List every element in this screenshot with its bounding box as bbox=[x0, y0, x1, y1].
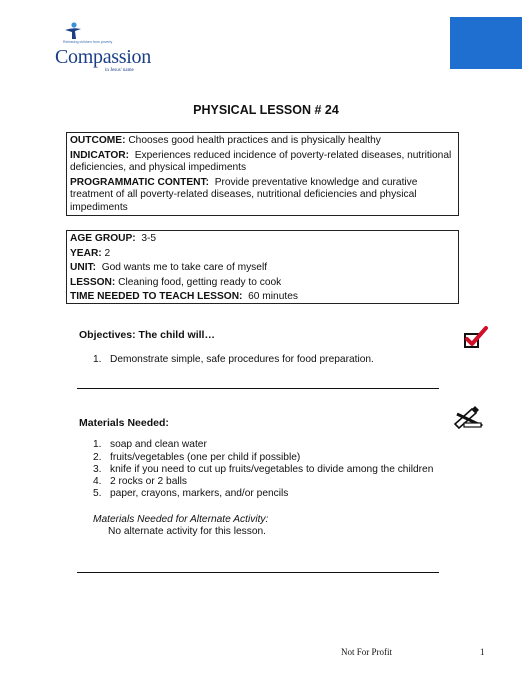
material-text: soap and clean water bbox=[110, 439, 207, 450]
indicator-label: INDICATOR: bbox=[70, 149, 130, 161]
material-text: knife if you need to cut up fruits/vegetables to divide among the children bbox=[110, 464, 434, 475]
outcome-label: OUTCOME: bbox=[70, 135, 126, 146]
checkbox-check-icon bbox=[463, 326, 489, 350]
objective-text: Demonstrate simple, safe procedures for food preparation. bbox=[110, 354, 374, 365]
unit-value: God wants me to take care of myself bbox=[101, 262, 268, 273]
age-value: 3-5 bbox=[141, 233, 157, 244]
time-line bbox=[70, 291, 454, 304]
year-line bbox=[70, 248, 454, 261]
outcome-text: Chooses good health practices and is physically healthy bbox=[128, 135, 381, 146]
material-item bbox=[93, 488, 288, 499]
material-number: 1. bbox=[93, 439, 102, 450]
page-title: PHYSICAL LESSON # 24 bbox=[193, 103, 339, 117]
outcome-line bbox=[70, 135, 454, 148]
logo-wordmark: Compassion bbox=[55, 46, 151, 68]
divider-line bbox=[77, 572, 439, 573]
logo-subtitle: in Jesus' name bbox=[105, 68, 134, 73]
program-text: Provide preventative knowledge and curative treatment of all poverty-related diseases, nutritional deficiencies and physical impediments bbox=[70, 176, 418, 213]
footer-text: Not For Profit bbox=[341, 647, 393, 657]
program-line bbox=[70, 177, 454, 215]
lesson-info-box bbox=[66, 230, 459, 304]
materials-heading: Materials Needed: bbox=[79, 417, 169, 429]
unit-line bbox=[70, 262, 454, 275]
material-number: 2. bbox=[93, 452, 102, 463]
objective-item bbox=[93, 354, 374, 365]
indicator-line bbox=[70, 150, 454, 175]
alternate-materials-text: No alternate activity for this lesson. bbox=[108, 526, 266, 537]
material-item bbox=[93, 439, 207, 450]
age-label: AGE GROUP: bbox=[70, 233, 136, 244]
compassion-logo bbox=[55, 22, 165, 73]
objectives-heading: Objectives: The child will… bbox=[79, 329, 215, 341]
objective-number: 1. bbox=[93, 354, 102, 365]
material-text: 2 rocks or 2 balls bbox=[110, 476, 188, 487]
program-label: PROGRAMMATIC CONTENT: bbox=[70, 176, 210, 188]
divider-line bbox=[77, 388, 439, 389]
time-value: 60 minutes bbox=[248, 291, 298, 302]
logo-tagline: Releasing children from poverty bbox=[63, 40, 113, 44]
material-number: 5. bbox=[93, 488, 102, 499]
material-item bbox=[93, 452, 300, 463]
alternate-materials-heading: Materials Needed for Alternate Activity: bbox=[93, 514, 269, 525]
material-text: fruits/vegetables (one per child if possible) bbox=[110, 452, 301, 463]
lesson-line bbox=[70, 277, 454, 290]
material-number: 4. bbox=[93, 476, 102, 487]
material-text: paper, crayons, markers, and/or pencils bbox=[110, 488, 289, 499]
material-number: 3. bbox=[93, 464, 102, 475]
year-value: 2 bbox=[104, 247, 111, 259]
age-line bbox=[70, 233, 454, 246]
material-item bbox=[93, 464, 433, 475]
year-label: YEAR: bbox=[70, 247, 102, 259]
indicator-text: Experiences reduced incidence of poverty-related diseases, nutritional deficiencies, and physical impediments bbox=[70, 149, 452, 173]
lesson-value: Cleaning food, getting ready to cook bbox=[118, 276, 282, 288]
material-item bbox=[93, 476, 187, 487]
person-figure-icon bbox=[63, 22, 83, 40]
unit-label: UNIT: bbox=[70, 262, 97, 273]
page-number: 1 bbox=[480, 647, 485, 657]
pencil-crayon-icon bbox=[452, 404, 484, 430]
blue-block bbox=[450, 17, 522, 69]
time-label: TIME NEEDED TO TEACH LESSON: bbox=[70, 291, 243, 302]
lesson-label: LESSON: bbox=[70, 276, 116, 288]
outcome-box bbox=[66, 132, 459, 216]
